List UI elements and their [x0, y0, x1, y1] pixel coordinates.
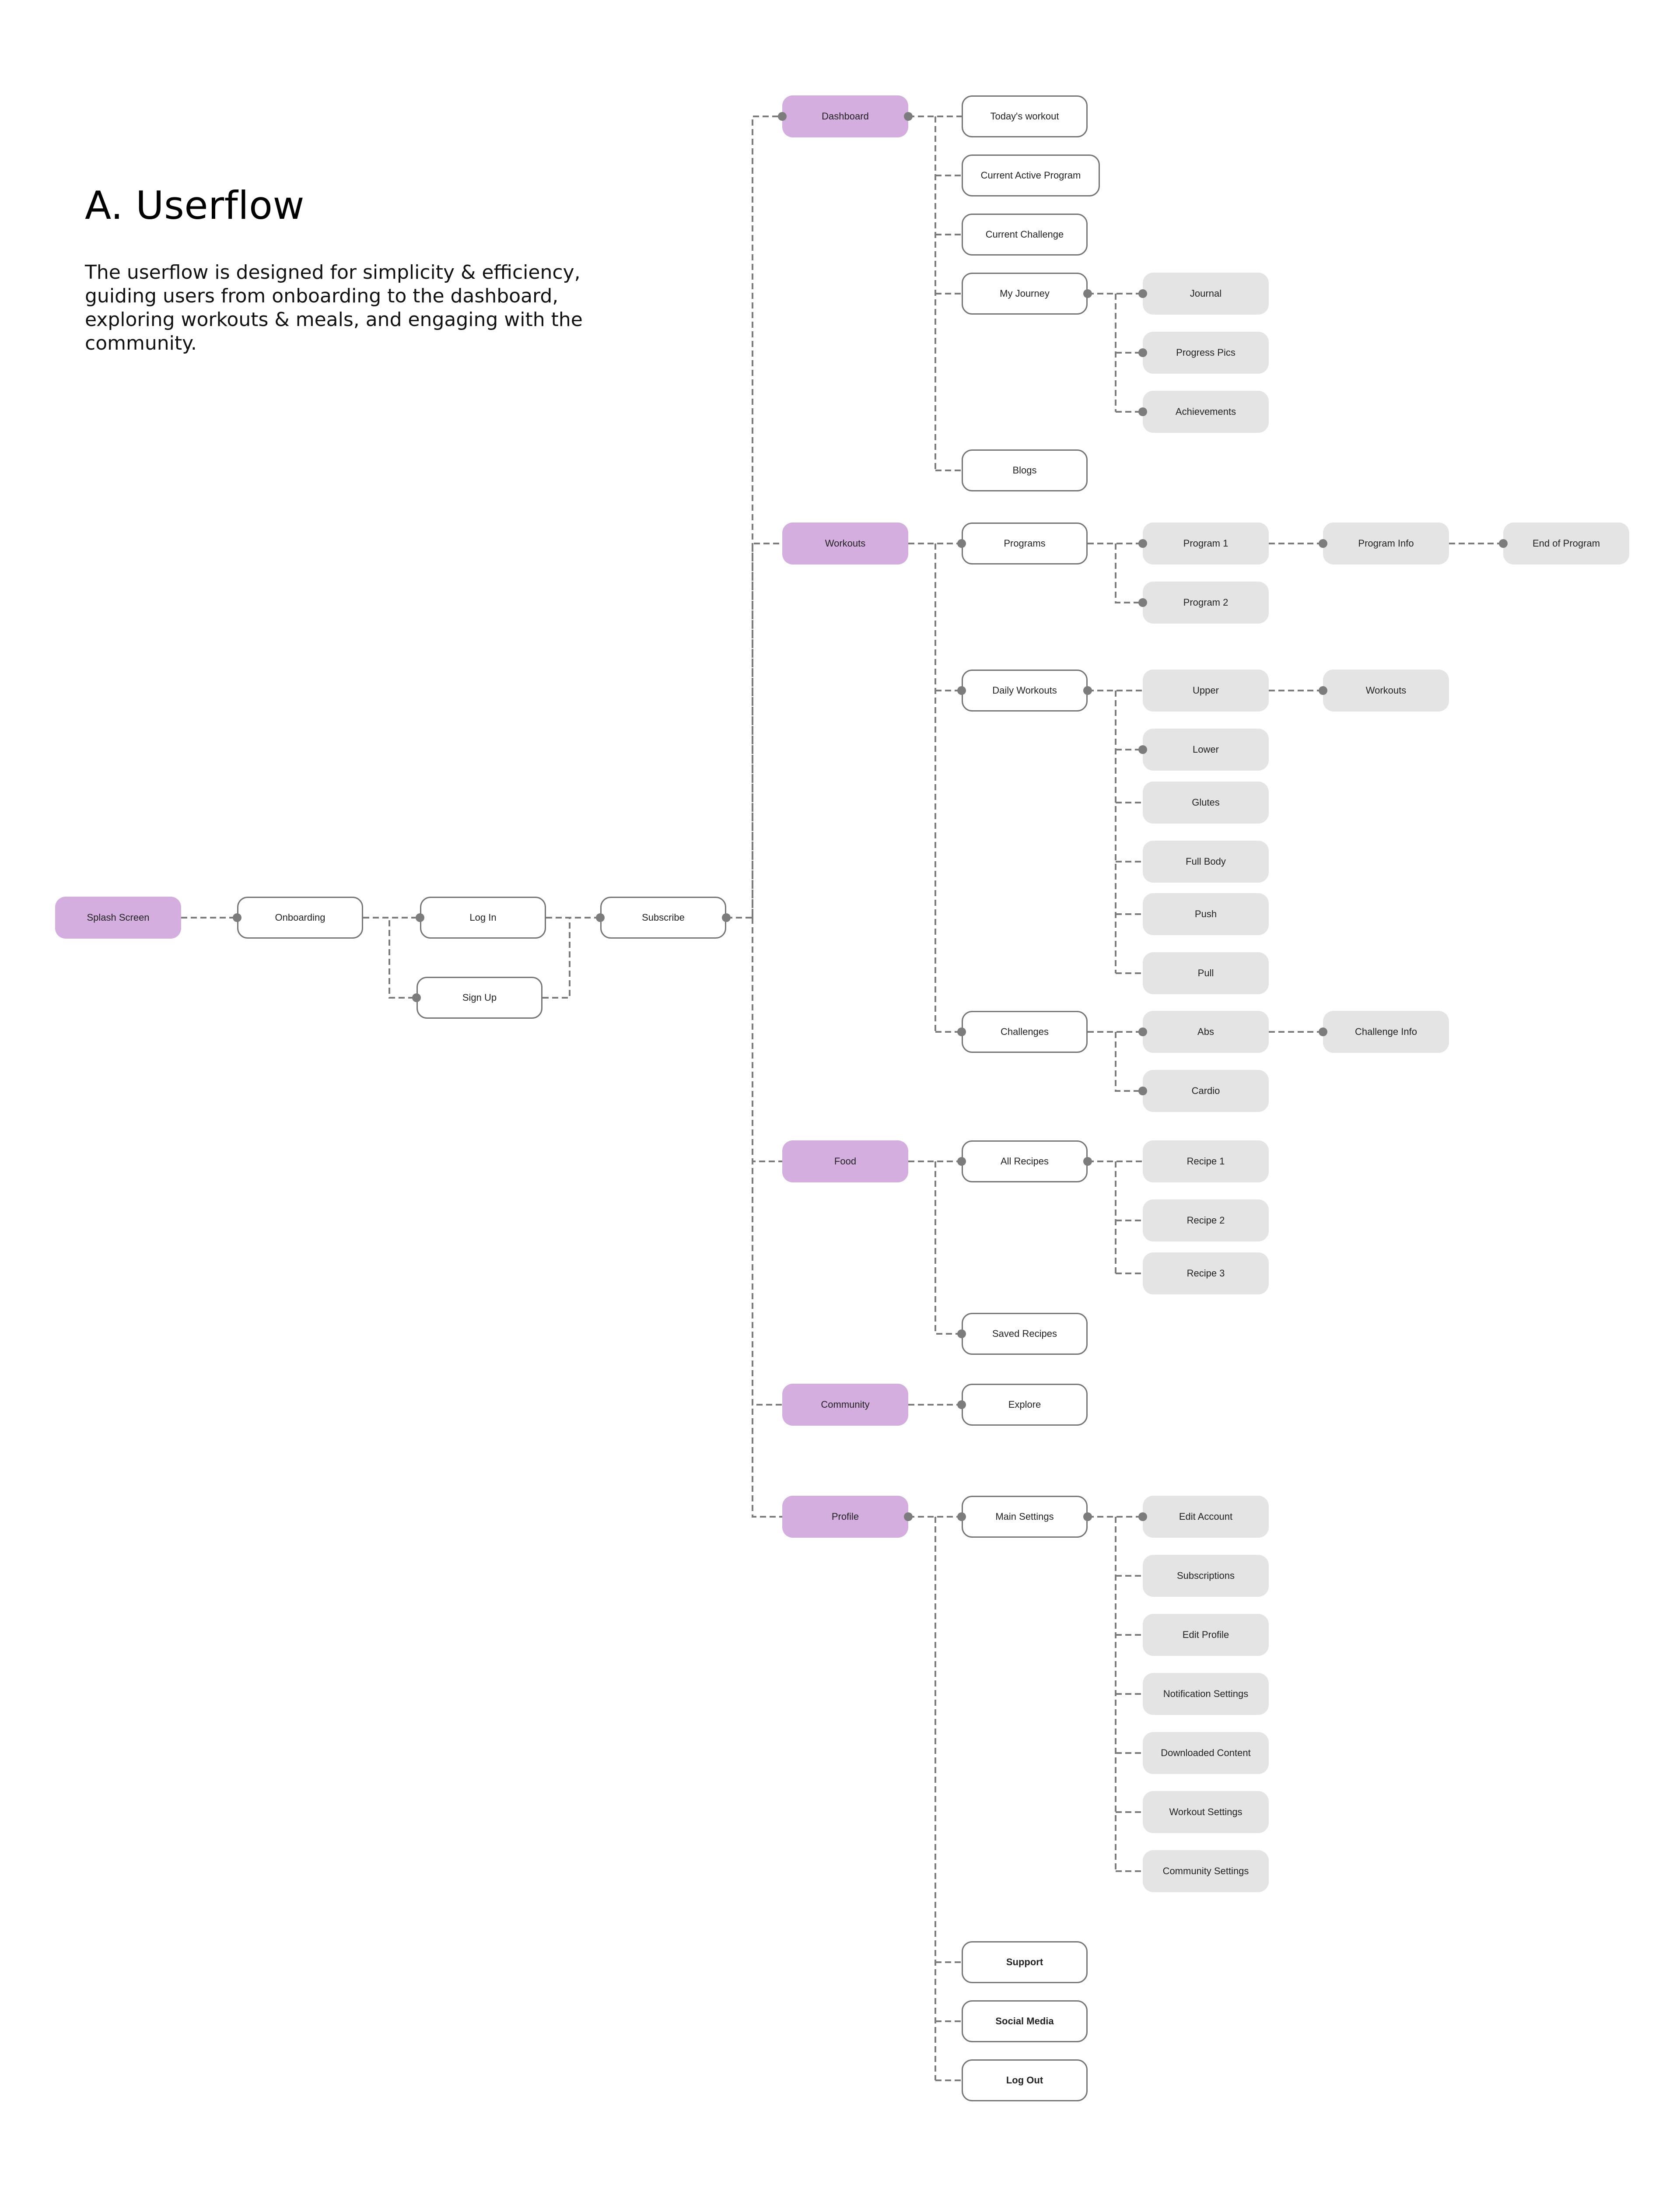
node-current-challenge: Current Challenge	[962, 214, 1088, 256]
connector-dot	[1083, 1157, 1092, 1166]
connector-dot	[904, 1512, 913, 1521]
node-downloaded-content: Downloaded Content	[1143, 1732, 1269, 1774]
node-glutes: Glutes	[1143, 782, 1269, 824]
connector-line	[1116, 543, 1143, 603]
connector-dot	[1138, 407, 1147, 416]
node-subscriptions: Subscriptions	[1143, 1555, 1269, 1597]
node-program-2: Program 2	[1143, 582, 1269, 624]
connector-dot	[1083, 686, 1092, 695]
node-community-settings: Community Settings	[1143, 1850, 1269, 1892]
node-abs: Abs	[1143, 1011, 1269, 1053]
connector-dot	[1083, 1512, 1092, 1521]
connector-line	[726, 116, 782, 918]
node-lower: Lower	[1143, 729, 1269, 771]
node-upper-workouts: Workouts	[1323, 670, 1449, 712]
node-challenge-info: Challenge Info	[1323, 1011, 1449, 1053]
connector-dot	[957, 539, 966, 548]
node-programs: Programs	[962, 522, 1088, 565]
connector-line	[752, 918, 782, 1517]
node-current-active-program: Current Active Program	[962, 154, 1100, 196]
node-log-in: Log In	[420, 897, 546, 939]
node-achievements: Achievements	[1143, 391, 1269, 433]
page-description: The userflow is designed for simplicity & efficiency, guiding users from onboarding to the dashboard, exploring workouts & meals, and engaging with the community.	[85, 261, 583, 354]
node-upper: Upper	[1143, 670, 1269, 712]
connector-line	[752, 918, 782, 1161]
node-journal: Journal	[1143, 273, 1269, 315]
connector-dot	[1138, 289, 1147, 298]
connector-dot	[1319, 686, 1327, 695]
node-edit-profile: Edit Profile	[1143, 1614, 1269, 1656]
node-recipe-2: Recipe 2	[1143, 1199, 1269, 1241]
connector-line	[1116, 1032, 1143, 1091]
connector-dot	[957, 1512, 966, 1521]
connector-line	[363, 918, 416, 998]
node-support: Support	[962, 1941, 1088, 1983]
connector-line	[935, 1161, 962, 1334]
connector-dot	[1319, 1027, 1327, 1036]
node-challenges: Challenges	[962, 1011, 1088, 1053]
connector-line	[752, 543, 782, 918]
node-recipe-1: Recipe 1	[1143, 1140, 1269, 1182]
node-workouts: Workouts	[782, 522, 908, 565]
connector-dot	[1138, 1027, 1147, 1036]
connector-dot	[722, 913, 731, 922]
connector-dot	[596, 913, 605, 922]
connector-dot	[416, 913, 424, 922]
connector-dot	[1083, 289, 1092, 298]
connector-dot	[1138, 1512, 1147, 1521]
connector-line	[542, 918, 570, 998]
node-dashboard: Dashboard	[782, 95, 908, 137]
node-all-recipes: All Recipes	[962, 1140, 1088, 1182]
connector-dot	[1138, 539, 1147, 548]
node-splash-screen: Splash Screen	[55, 897, 181, 939]
connector-dot	[1138, 598, 1147, 607]
node-profile: Profile	[782, 1496, 908, 1538]
node-community: Community	[782, 1384, 908, 1426]
node-pull: Pull	[1143, 952, 1269, 994]
connector-dot	[957, 1027, 966, 1036]
node-main-settings: Main Settings	[962, 1496, 1088, 1538]
node-social-media: Social Media	[962, 2000, 1088, 2042]
node-todays-workout: Today's workout	[962, 95, 1088, 137]
node-explore: Explore	[962, 1384, 1088, 1426]
node-sign-up: Sign Up	[416, 977, 542, 1019]
connector-dot	[1138, 745, 1147, 754]
node-end-of-program: End of Program	[1503, 522, 1629, 565]
node-workout-settings: Workout Settings	[1143, 1791, 1269, 1833]
connector-dot	[1138, 348, 1147, 357]
node-cardio: Cardio	[1143, 1070, 1269, 1112]
connector-dot	[778, 112, 787, 121]
node-recipe-3: Recipe 3	[1143, 1252, 1269, 1294]
connector-dot	[233, 913, 242, 922]
node-notification-settings: Notification Settings	[1143, 1673, 1269, 1715]
node-program-info: Program Info	[1323, 522, 1449, 565]
node-blogs: Blogs	[962, 449, 1088, 491]
node-push: Push	[1143, 893, 1269, 935]
connector-dot	[412, 993, 421, 1002]
connector-dot	[957, 1400, 966, 1409]
connector-dot	[1319, 539, 1327, 548]
node-subscribe: Subscribe	[600, 897, 726, 939]
connector-dot	[957, 1329, 966, 1338]
connector-dot	[957, 686, 966, 695]
connector-dot	[1138, 1087, 1147, 1095]
node-daily-workouts: Daily Workouts	[962, 670, 1088, 712]
node-saved-recipes: Saved Recipes	[962, 1313, 1088, 1355]
node-my-journey: My Journey	[962, 273, 1088, 315]
connector-dot	[957, 1157, 966, 1166]
node-full-body: Full Body	[1143, 841, 1269, 883]
connector-dot	[904, 112, 913, 121]
connector-line	[752, 918, 782, 1405]
node-program-1: Program 1	[1143, 522, 1269, 565]
node-onboarding: Onboarding	[237, 897, 363, 939]
node-food: Food	[782, 1140, 908, 1182]
node-edit-account: Edit Account	[1143, 1496, 1269, 1538]
page-title: A. Userflow	[85, 183, 304, 228]
connector-dot	[1499, 539, 1508, 548]
node-progress-pics: Progress Pics	[1143, 332, 1269, 374]
node-log-out: Log Out	[962, 2059, 1088, 2101]
